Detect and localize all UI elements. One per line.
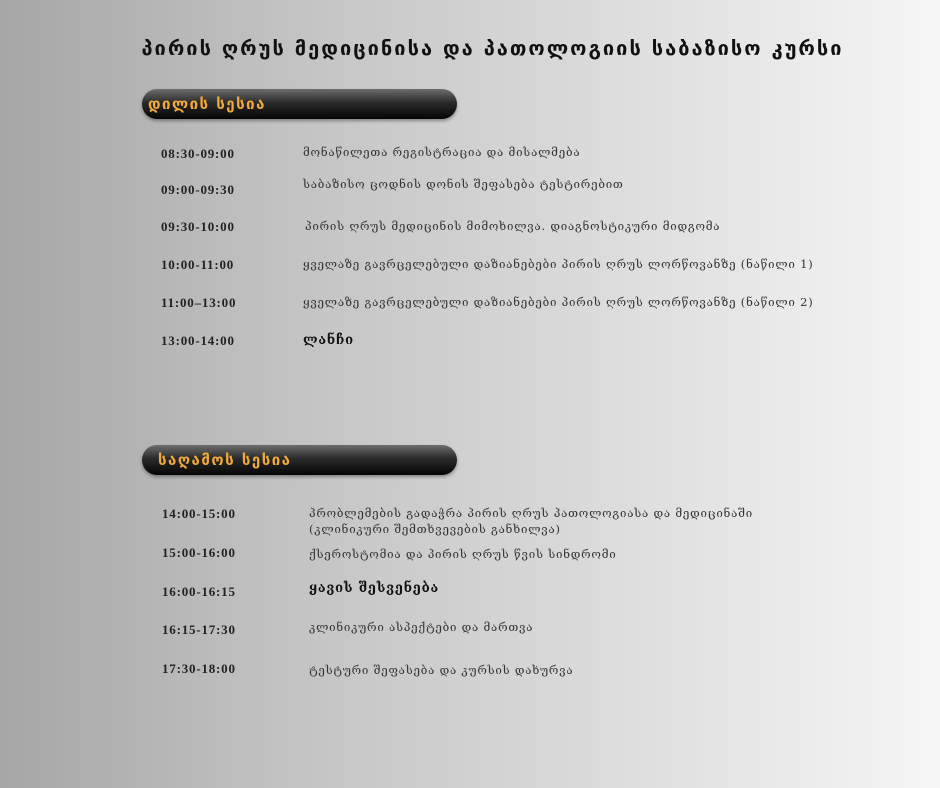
schedule-item: ქსეროსტომია და პირის ღრუს წვის სინდრომი — [309, 547, 617, 561]
schedule-time: 16:15-17:30 — [162, 622, 236, 637]
schedule-time: 16:00-16:15 — [162, 584, 236, 599]
schedule-time: 10:00-11:00 — [161, 257, 235, 272]
schedule-item: საბაზისო ცოდნის დონის შეფასება ტესტირებით — [303, 177, 624, 191]
schedule-time: 17:30-18:00 — [162, 661, 236, 676]
evening-session-label: საღამოს სესია — [158, 451, 292, 469]
schedule-item: კლინიკური ასპექტები და მართვა — [309, 620, 534, 634]
schedule-item: პრობლემების გადაჭრა პირის ღრუს პათოლოგიასა და მედიცინაში — [309, 506, 753, 520]
schedule-item: მონაწილეთა რეგისტრაცია და მისალმება — [303, 145, 581, 159]
schedule-time: 14:00-15:00 — [162, 506, 236, 521]
schedule-time: 11:00–13:00 — [161, 295, 237, 310]
schedule-time: 13:00-14:00 — [161, 333, 235, 348]
schedule-item: ყველაზე გავრცელებული დაზიანებები პირის ღრუს ლორწოვანზე (ნაწილი 1) — [303, 257, 814, 271]
schedule-item: ყველაზე გავრცელებული დაზიანებები პირის ღრუს ლორწოვანზე (ნაწილი 2) — [303, 295, 814, 309]
schedule-item-lunch: ლანჩი — [303, 333, 354, 348]
schedule-time: 15:00-16:00 — [162, 545, 236, 560]
morning-session-header — [142, 89, 457, 119]
page-title: პირის ღრუს მედიცინისა და პათოლოგიის საბაზისო კურსი — [141, 36, 844, 60]
schedule-time: 08:30-09:00 — [161, 146, 235, 161]
schedule-item: პირის ღრუს მედიცინის მიმოხილვა. დიაგნოსტიკური მიდგომა — [305, 219, 721, 233]
schedule-item-coffee-break: ყავის შესვენება — [309, 581, 440, 596]
schedule-item-note: (კლინიკური შემთხვევების განხილვა) — [309, 522, 561, 536]
schedule-time: 09:30-10:00 — [161, 219, 235, 234]
evening-session-header — [142, 445, 457, 475]
schedule-item: ტესტური შეფასება და კურსის დახურვა — [309, 663, 574, 677]
schedule-time: 09:00-09:30 — [161, 182, 235, 197]
morning-session-label: დილის სესია — [148, 95, 266, 113]
